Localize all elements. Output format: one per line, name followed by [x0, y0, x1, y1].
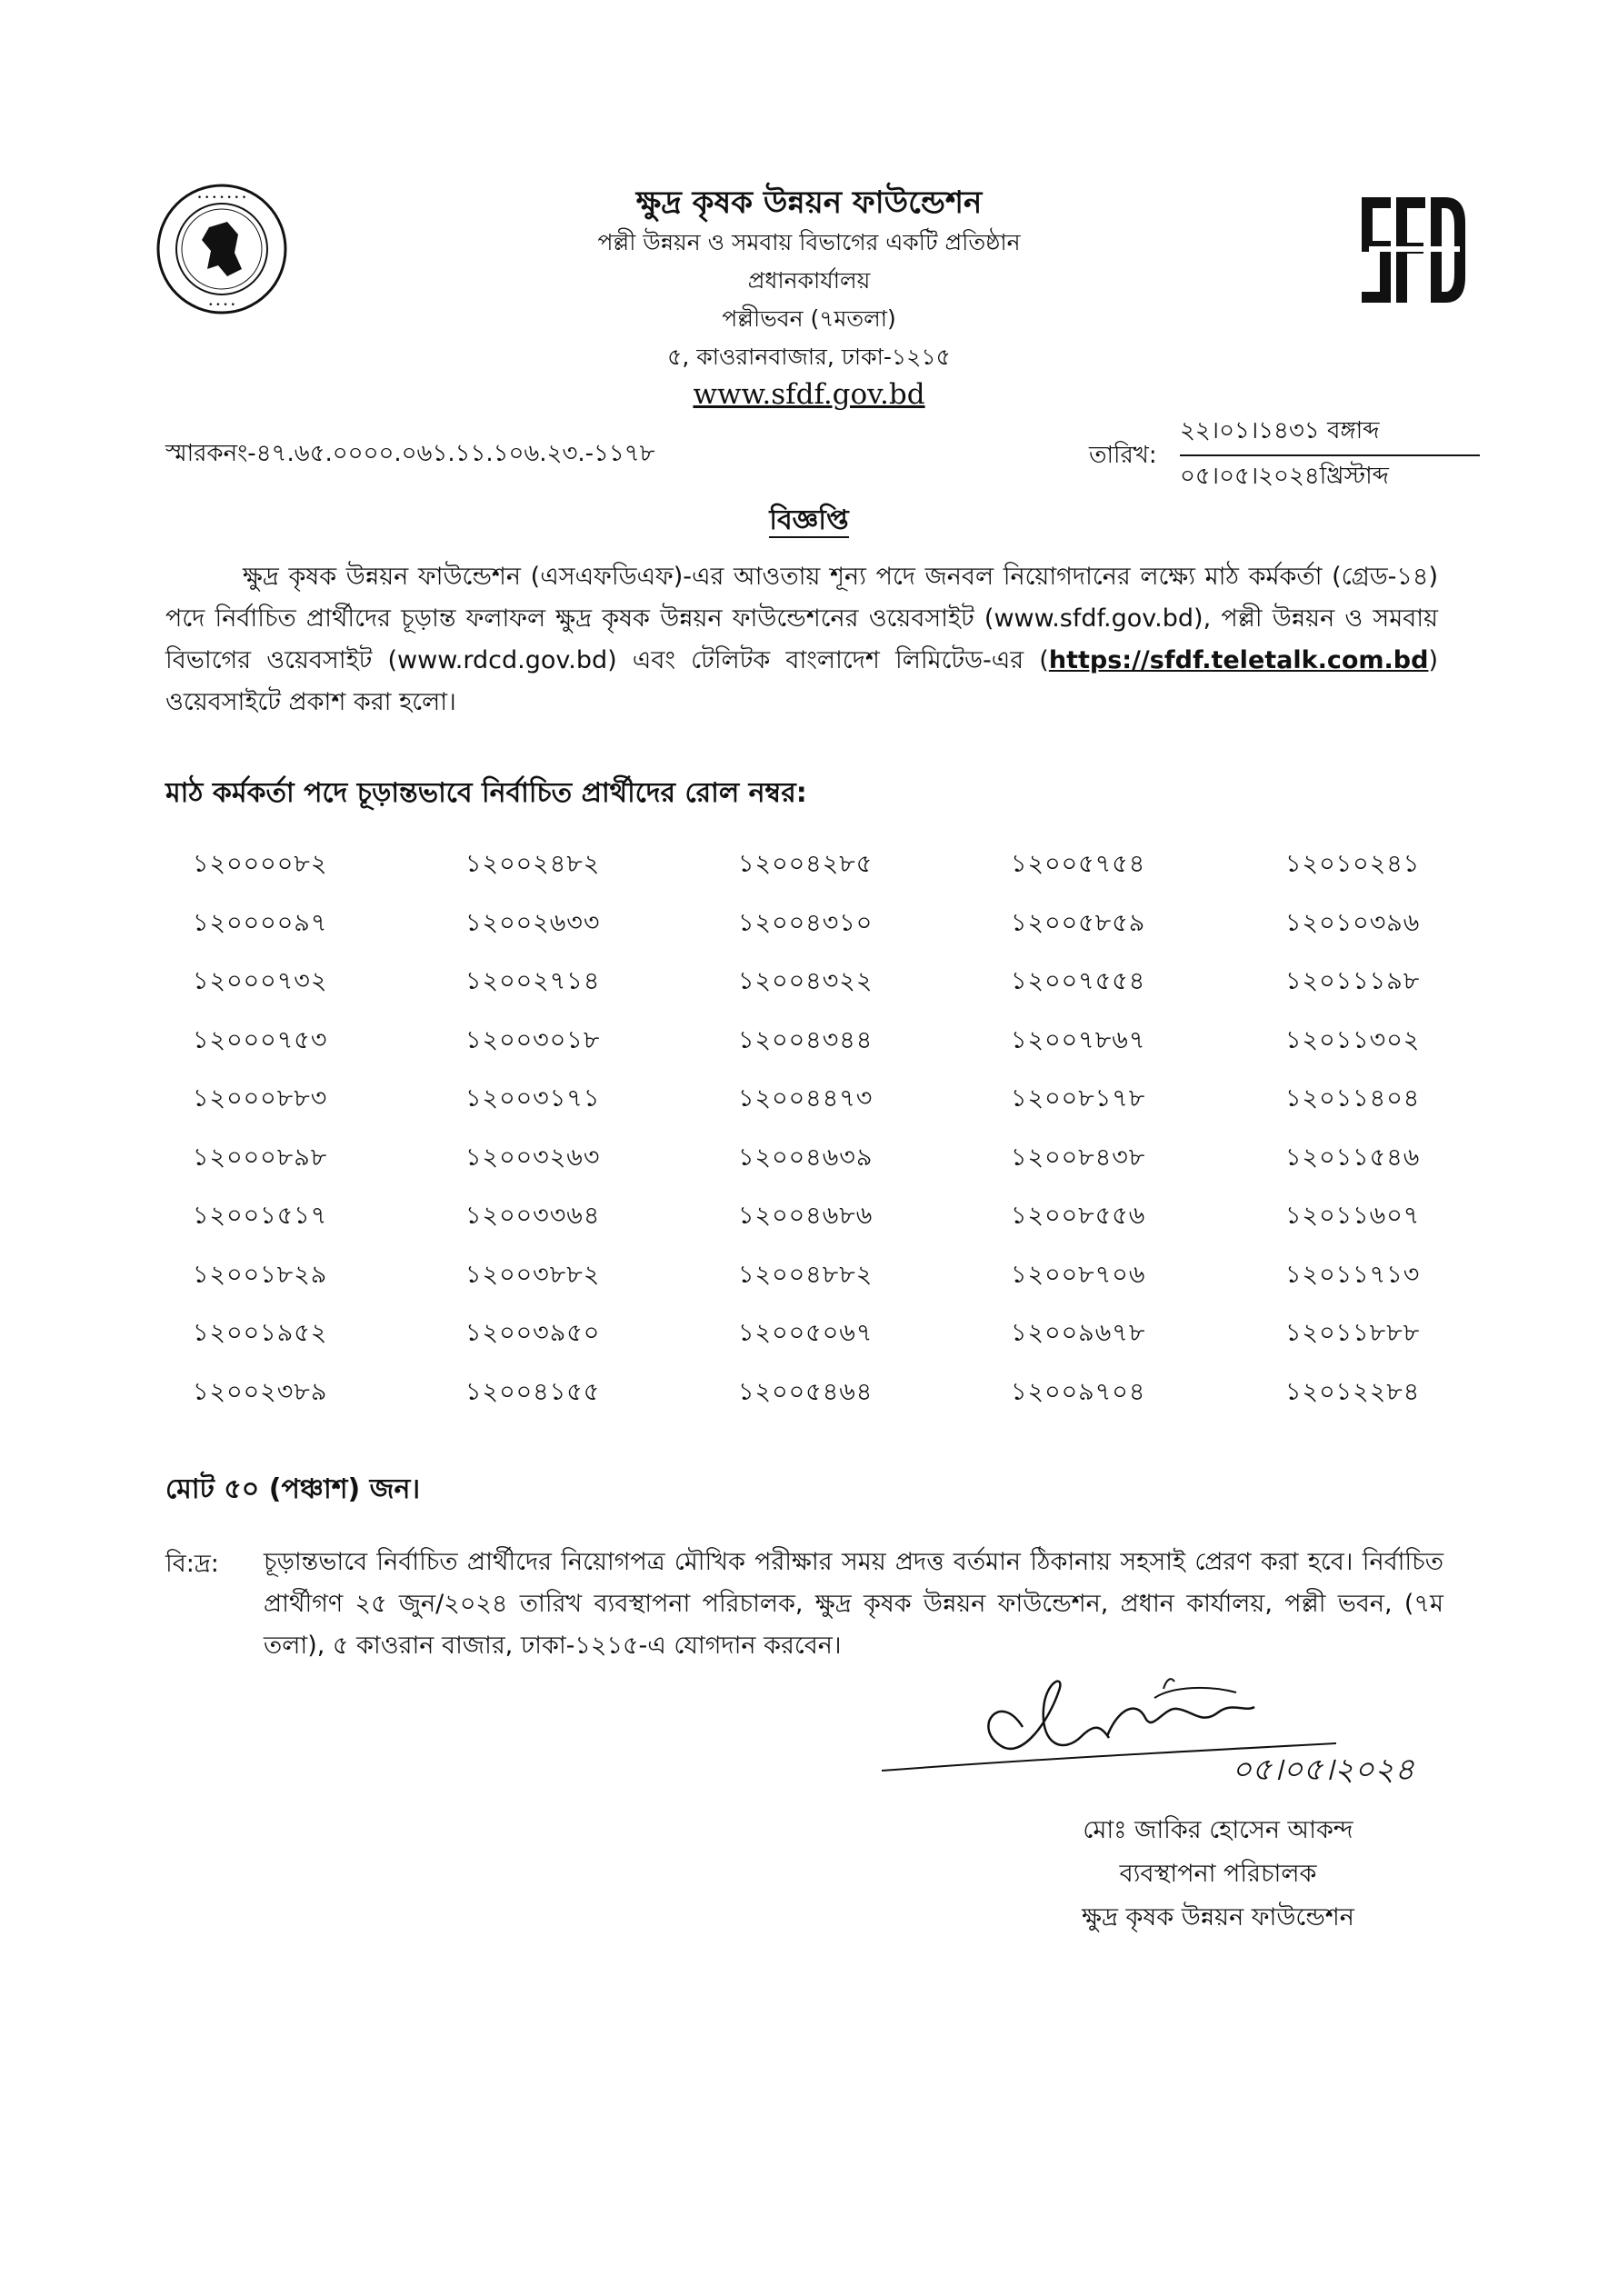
roll-number: ১২০০১৯৫২ — [193, 1319, 328, 1347]
roll-heading: মাঠ কর্মকর্তা পদে চূড়ান্তভাবে নির্বাচিত প্রার্থীদের রোল নম্বর: — [165, 777, 807, 809]
roll-number: ১২০০৩০১৮ — [465, 1025, 601, 1054]
svg-text:• • • • • • •: • • • • • • • — [196, 194, 247, 203]
roll-row — [165, 1139, 1438, 1175]
roll-number: ১২০০৪৪৭৩ — [738, 1084, 874, 1113]
roll-row — [165, 963, 1438, 999]
roll-number: ১২০০৮৪৩৮ — [1011, 1143, 1146, 1172]
signatory-designation: ব্যবস্থাপনা পরিচালক — [1119, 1860, 1317, 1888]
roll-number: ১২০০৫৮৫৯ — [1011, 908, 1146, 937]
notice-title — [0, 498, 1618, 544]
roll-number: ১২০০৪৩২২ — [738, 967, 874, 995]
header-line-4: ৫, কাওরানবাজার, ঢাকা-১২১৫ — [667, 344, 951, 370]
roll-number: ১২০১১১৯৮ — [1285, 967, 1421, 995]
roll-row — [165, 1314, 1438, 1351]
roll-number: ১২০০০৮৯৮ — [193, 1143, 328, 1172]
date-gregorian: ০৫।০৫।২০২৪খ্রিস্টাব্দ — [1180, 463, 1389, 490]
website-link[interactable]: www.sfdf.gov.bd — [693, 378, 925, 411]
government-seal-logo — [155, 182, 289, 316]
roll-row — [165, 904, 1438, 941]
roll-number: ১২০০৮১৭৮ — [1011, 1084, 1146, 1113]
notice-title-text: বিজ্ঞপ্তি — [769, 504, 849, 536]
roll-number: ১২০০৪৬৮৬ — [738, 1202, 874, 1230]
svg-text:• • • •: • • • • — [208, 301, 235, 310]
roll-number: ১২০০৪১৫৫ — [465, 1377, 601, 1406]
roll-number: ১২০০৪৮৮২ — [738, 1260, 874, 1289]
roll-number: ১২০০৪৩৪৪ — [738, 1025, 874, 1054]
header-line-2: প্রধানকার্যালয় — [747, 267, 871, 294]
roll-row — [165, 1022, 1438, 1058]
roll-number: ১২০১১৬০৭ — [1285, 1202, 1421, 1230]
roll-number: ১২০০২৪৮২ — [465, 850, 601, 878]
header-line-1: পল্লী উন্নয়ন ও সমবায় বিভাগের একটি প্রতিষ্ঠান — [597, 229, 1021, 255]
roll-number: ১২০১১৫৪৬ — [1285, 1143, 1421, 1172]
roll-number: ১২০০২৬৩৩ — [465, 908, 601, 937]
roll-row — [165, 1373, 1438, 1410]
roll-number: ১২০০৯৭০৪ — [1011, 1377, 1146, 1406]
roll-number: ১২০০২৩৮৯ — [193, 1377, 328, 1406]
roll-number: ১২০০০৭৫৩ — [193, 1025, 328, 1054]
roll-number: ১২০০৭৫৫৪ — [1011, 967, 1146, 995]
signatory-block — [991, 1809, 1445, 1940]
roll-row — [165, 1080, 1438, 1116]
note-text: চূড়ান্তভাবে নির্বাচিত প্রার্থীদের নিয়োগপত্র মৌখিক পরীক্ষার সময় প্রদত্ত বর্তমান ঠিকানায় সহসাই প্রেরণ করা হবে। নির্বাচিত প্রার্থীগণ ২৫ জুন/২০২৪ তারিখ ব্যবস্থাপনা পরিচালক, ক্ষুদ্র কৃষক উন্নয়ন ফাউন্ডেশন, প্রধান কার্যালয়, পল্লী ভবন, (৭ম তলা), ৫ কাওরান বাজার, ঢাকা-১২১৫-এ যোগদান করবেন। — [264, 1548, 1443, 1660]
roll-number: ১২০০১৫১৭ — [193, 1202, 328, 1230]
roll-number: ১২০০৮৫৫৬ — [1011, 1202, 1146, 1230]
roll-number: ১২০০৫৭৫৪ — [1011, 850, 1146, 878]
roll-number: ১২০০০৮৮৩ — [193, 1084, 328, 1113]
roll-number: ১২০০১৮২৯ — [193, 1260, 328, 1289]
body-part-1: ক্ষুদ্র কৃষক উন্নয়ন ফাউন্ডেশন (এসএফডিএফ)-এর আওতায় শূন্য পদে জনবল নিয়োগদানের লক্ষ্যে মাঠ কর্মকর্তা (গ্রেড-১৪) পদে নির্বাচিত প্রার্থীদের চূড়ান্ত ফলাফল ক্ষুদ্র কৃষক উন্নয়ন ফাউন্ডেশনের ওয়েবসাইট (www.sfdf.gov.bd), পল্লী উন্নয়ন ও সমবায় বিভাগের ওয়েবসাইট (www.rdcd.gov.bd) এবং টেলিটক বাংলাদেশ লিমিটেড-এর ( — [165, 563, 1438, 674]
roll-number: ১২০০৩৮৮২ — [465, 1260, 601, 1289]
roll-number: ১২০০৭৮৬৭ — [1011, 1025, 1146, 1054]
roll-row — [165, 845, 1438, 882]
handwritten-date: ০৫।০৫।২০২৪ — [1232, 1752, 1415, 1788]
roll-number: ১২০০৪৬৩৯ — [738, 1143, 874, 1172]
handwritten-signature — [864, 1672, 1518, 1800]
memo-number: স্মারকনং-৪৭.৬৫.০০০০.০৬১.১১.১০৬.২৩.-১১৭৮ — [165, 440, 655, 467]
signatory-organization: ক্ষুদ্র কৃষক উন্নয়ন ফাউন্ডেশন — [1082, 1903, 1354, 1932]
organization-name: ক্ষুদ্র কৃষক উন্নয়ন ফাউন্ডেশন — [635, 185, 983, 221]
roll-number: ১২০০৫৪৬৪ — [738, 1377, 874, 1406]
roll-row — [165, 1197, 1438, 1233]
roll-number: ১২০১১৩০২ — [1285, 1025, 1421, 1054]
roll-number: ১২০১১৪০৪ — [1285, 1084, 1421, 1113]
roll-number: ১২০০৩২৬৩ — [465, 1143, 601, 1172]
roll-number: ১২০০৩৯৫০ — [465, 1319, 601, 1347]
roll-number: ১২০০৩৩৬৪ — [465, 1202, 601, 1230]
roll-number: ১২০০২৭১৪ — [465, 967, 601, 995]
notice-body — [165, 556, 1438, 724]
header-line-3: পল্লীভবন (৭মতলা) — [722, 305, 896, 332]
roll-number: ১২০০০৭৩২ — [193, 967, 328, 995]
letterhead — [400, 182, 1218, 413]
roll-number: ১২০০০০৯৭ — [193, 908, 328, 937]
roll-number: ১২০০৪২৮৫ — [738, 850, 874, 878]
note-label: বি:দ্র: — [165, 1550, 219, 1578]
roll-number: ১২০০৯৬৭৮ — [1011, 1319, 1146, 1347]
date-bengali: ২২।০১।১৪৩১ বঙ্গাব্দ — [1180, 411, 1480, 456]
roll-number: ১২০০০০৮২ — [193, 850, 328, 878]
roll-number: ১২০১০৩৯৬ — [1285, 908, 1421, 937]
body-part-2: ) ওয়েবসাইটে প্রকাশ করা হলো। — [165, 646, 1438, 716]
roll-number: ১২০১১৮৮৮ — [1285, 1319, 1421, 1347]
roll-number: ১২০১০২৪১ — [1285, 850, 1421, 878]
date-label: তারিখ: — [1089, 442, 1157, 469]
roll-number: ১২০০৩১৭১ — [465, 1084, 601, 1113]
roll-row — [165, 1256, 1438, 1293]
teletalk-link[interactable]: https://sfdf.teletalk.com.bd — [1048, 646, 1429, 674]
total-count: মোট ৫০ (পঞ্চাশ) জন। — [165, 1473, 421, 1505]
roll-number: ১২০০৫০৬৭ — [738, 1319, 874, 1347]
roll-number: ১২০১১৭১৩ — [1285, 1260, 1421, 1289]
roll-number: ১২০১২২৮৪ — [1285, 1377, 1421, 1406]
sfdf-logo — [1354, 186, 1473, 314]
roll-number: ১২০০৮৭০৬ — [1011, 1260, 1146, 1289]
roll-number: ১২০০৪৩১০ — [738, 908, 874, 937]
signatory-name: মোঃ জাকির হোসেন আকন্দ — [1083, 1816, 1353, 1844]
